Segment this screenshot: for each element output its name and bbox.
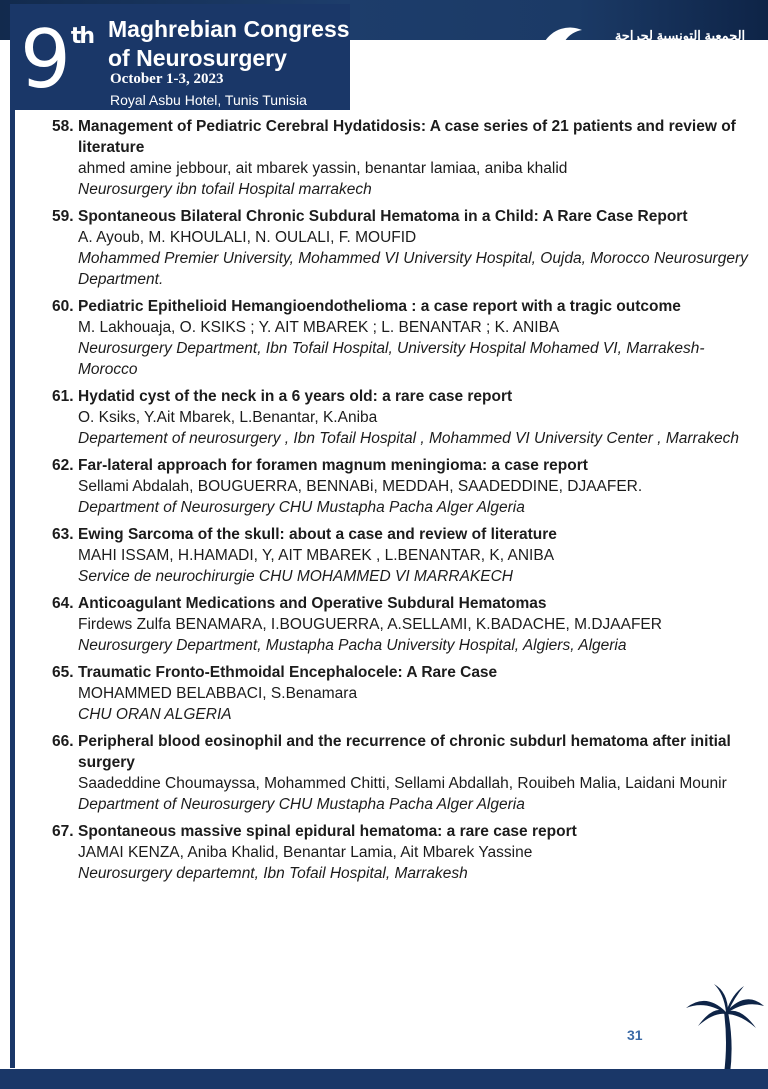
abstract-entry <box>52 296 752 380</box>
abstract-affiliation: Neurosurgery departemnt, Ibn Tofail Hospital, Marrakesh <box>78 865 468 882</box>
footer-band <box>0 1069 768 1089</box>
abstract-affiliation: Department of Neurosurgery CHU Mustapha Pacha Alger Algeria <box>78 499 525 516</box>
congress-banner <box>10 4 350 110</box>
abstract-entry <box>52 731 752 815</box>
abstract-authors: A. Ayoub, M. KHOULALI, N. OULALI, F. MOUFID <box>78 229 417 246</box>
abstract-entry <box>52 662 752 725</box>
congress-title-line2: of Neurosurgery <box>108 45 287 71</box>
abstract-title: Pediatric Epithelioid Hemangioendothelioma : a case report with a tragic outcome <box>78 298 681 315</box>
congress-dates: October 1-3, 2023 <box>110 71 224 87</box>
abstract-title: Management of Pediatric Cerebral Hydatidosis: A case series of 21 patients and review of literature <box>78 118 736 156</box>
abstract-entry <box>52 821 752 884</box>
abstract-title: Far-lateral approach for foramen magnum meningioma: a case report <box>78 457 588 474</box>
abstract-authors: MOHAMMED BELABBACI, S.Benamara <box>78 685 358 702</box>
abstract-authors: MAHI ISSAM, H.HAMADI, Y, AIT MBAREK , L.BENANTAR, K, ANIBA <box>78 547 555 564</box>
abstract-number: 64. <box>52 595 74 612</box>
abstract-entry <box>52 593 752 656</box>
abstract-affiliation: Neurosurgery Department, Mustapha Pacha University Hospital, Algiers, Algeria <box>78 637 627 654</box>
edition-ordinal: th <box>70 24 94 49</box>
abstract-authors: JAMAI KENZA, Aniba Khalid, Benantar Lamia, Ait Mbarek Yassine <box>78 844 533 861</box>
abstract-number: 67. <box>52 823 74 840</box>
abstract-number: 66. <box>52 733 74 750</box>
society-name-french-line1: SOCIÉTÉ TUNISIENNE DE <box>616 70 740 81</box>
abstract-number: 61. <box>52 388 74 405</box>
abstract-affiliation: CHU ORAN ALGERIA <box>78 706 232 723</box>
abstract-entry <box>52 524 752 587</box>
abstract-title-row <box>52 821 752 842</box>
society-name-arabic-line2: الجهاز العصبي <box>630 45 730 64</box>
abstract-number: 62. <box>52 457 74 474</box>
abstract-number: 58. <box>52 118 74 135</box>
abstract-title-row <box>52 116 752 158</box>
abstract-title: Peripheral blood eosinophil and the recurrence of chronic subdurl hematoma after initial surgery <box>78 733 731 771</box>
abstract-entry <box>52 455 752 518</box>
abstract-affiliation: Service de neurochirurgie CHU MOHAMMED VI MARRAKECH <box>78 568 513 585</box>
abstract-affiliation: Neurosurgery ibn tofail Hospital marrakech <box>78 181 372 198</box>
edition-digit: 9 <box>20 13 69 106</box>
abstract-title: Spontaneous Bilateral Chronic Subdural Hematoma in a Child: A Rare Case Report <box>78 208 688 225</box>
abstract-title: Ewing Sarcoma of the skull: about a case and review of literature <box>78 526 557 543</box>
edition-number <box>20 13 94 106</box>
abstract-number: 63. <box>52 526 74 543</box>
abstract-number: 59. <box>52 208 74 225</box>
abstract-authors: ahmed amine jebbour, ait mbarek yassin, benantar lamiaa, aniba khalid <box>78 160 568 177</box>
congress-title-line1: Maghrebian Congress <box>108 16 350 42</box>
society-name-arabic-line1: الجمعية التونسية لجراحة <box>614 28 746 43</box>
congress-venue: Royal Asbu Hotel, Tunis Tunisia <box>110 92 307 108</box>
abstract-authors: M. Lakhouaja, O. KSIKS ; Y. AIT MBAREK ; L. BENANTAR ; K. ANIBA <box>78 319 560 336</box>
abstract-title-row <box>52 731 752 773</box>
abstract-title-row <box>52 386 752 407</box>
abstract-title: Spontaneous massive spinal epidural hematoma: a rare case report <box>78 823 577 840</box>
abstract-title-row <box>52 455 752 476</box>
abstract-number: 65. <box>52 664 74 681</box>
abstract-title-row <box>52 593 752 614</box>
abstract-affiliation: Mohammed Premier University, Mohammed VI University Hospital, Oujda, Morocco Neurosurgery Department. <box>78 250 748 288</box>
abstract-list <box>52 116 752 890</box>
abstract-authors: Saadeddine Choumayssa, Mohammed Chitti, Sellami Abdallah, Rouibeh Malia, Laidani Mounir <box>78 775 727 792</box>
abstract-title-row <box>52 524 752 545</box>
abstract-authors: Firdews Zulfa BENAMARA, I.BOUGUERRA, A.SELLAMI, K.BADACHE, M.DJAAFER <box>78 616 662 633</box>
abstract-entry <box>52 206 752 290</box>
left-side-bar <box>10 110 15 1068</box>
abstract-affiliation: Department of Neurosurgery CHU Mustapha Pacha Alger Algeria <box>78 796 525 813</box>
abstract-title: Anticoagulant Medications and Operative Subdural Hematomas <box>78 595 547 612</box>
abstract-authors: Sellami Abdalah, BOUGUERRA, BENNABi, MEDDAH, SAADEDDINE, DJAAFER. <box>78 478 643 495</box>
abstract-entry <box>52 116 752 200</box>
abstract-title-row <box>52 662 752 683</box>
abstract-title-row <box>52 296 752 317</box>
abstract-title: Traumatic Fronto-Ethmoidal Encephalocele: A Rare Case <box>78 664 498 681</box>
abstract-title: Hydatid cyst of the neck in a 6 years old: a rare case report <box>78 388 513 405</box>
abstract-number: 60. <box>52 298 74 315</box>
abstract-affiliation: Departement of neurosurgery , Ibn Tofail Hospital , Mohammed VI University Center , Marrakech <box>78 430 740 447</box>
crescent-star-logo-icon <box>538 22 602 98</box>
page-number: 31 <box>627 1027 643 1043</box>
society-name-french-line2: NEUROCHIRURGIE <box>609 80 747 96</box>
abstract-authors: O. Ksiks, Y.Ait Mbarek, L.Benantar, K.Aniba <box>78 409 378 426</box>
abstract-title-row <box>52 206 752 227</box>
abstract-affiliation: Neurosurgery Department, Ibn Tofail Hospital, University Hospital Mohamed VI, Marrakesh-Morocco <box>78 340 705 378</box>
palm-tree-icon <box>684 982 764 1074</box>
abstract-entry <box>52 386 752 449</box>
